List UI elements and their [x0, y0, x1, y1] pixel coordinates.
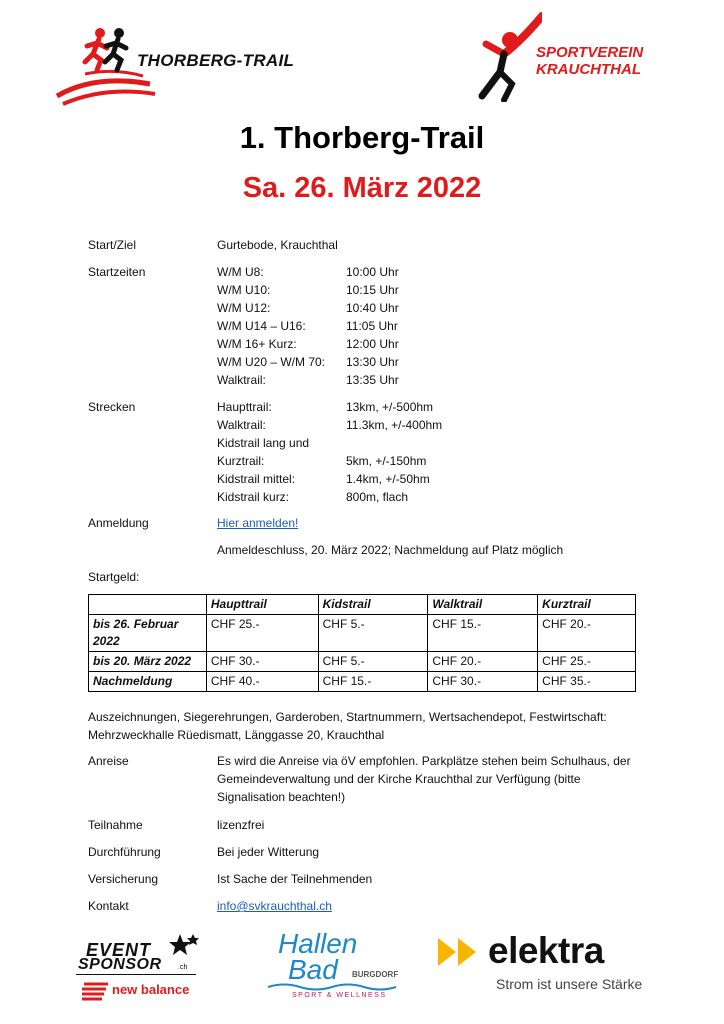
- list-item: Walktrail: 11.3km, +/-400hm: [217, 418, 443, 432]
- list-item: W/M U20 – W/M 70: 13:30 Uhr: [217, 355, 399, 369]
- kontakt-label: Kontakt: [88, 899, 129, 913]
- event-date: Sa. 26. März 2022: [242, 172, 482, 204]
- registration-deadline-note: Anmeldeschluss, 20. März 2022; Nachmeldung auf Platz möglich: [217, 543, 564, 557]
- list-item: Kidstrail lang und: [217, 436, 310, 450]
- table-header: Kurztrail: [538, 595, 636, 615]
- table-cell: CHF 15.-: [318, 672, 428, 692]
- bad-text: Bad: [288, 954, 338, 985]
- sportverein-krauchthal-logo: [472, 10, 662, 102]
- table-row-label: bis 20. März 2022: [89, 652, 207, 672]
- table-row: [89, 652, 636, 672]
- versicherung-value: Ist Sache der Teilnehmenden: [217, 872, 373, 886]
- elektra-text: elektra: [488, 930, 604, 971]
- contact-email-link[interactable]: info@svkrauchthal.ch: [217, 899, 332, 913]
- table-cell: CHF 5.-: [318, 615, 428, 652]
- table-row-label: Nachmeldung: [89, 672, 207, 692]
- new-balance-icon: [82, 980, 112, 1002]
- table-header: Walktrail: [428, 595, 538, 615]
- strecken-list: [217, 398, 477, 506]
- table-cell: CHF 20.-: [538, 615, 636, 652]
- table-cell: CHF 25.-: [206, 615, 318, 652]
- elektra-logo: [438, 932, 658, 1002]
- table-cell: CHF 25.-: [538, 652, 636, 672]
- table-cell: CHF 40.-: [206, 672, 318, 692]
- table-cell: CHF 30.-: [206, 652, 318, 672]
- startgeld-table: [88, 594, 636, 692]
- table-cell: CHF 20.-: [428, 652, 538, 672]
- krauchthal-text: KRAUCHTHAL: [536, 61, 641, 78]
- event-text: EVENT: [86, 940, 152, 960]
- table-row: [89, 615, 636, 652]
- list-item: Kurztrail: 5km, +/-150hm: [217, 454, 427, 468]
- table-cell: CHF 35.-: [538, 672, 636, 692]
- list-item: Walktrail: 13:35 Uhr: [217, 373, 399, 387]
- list-item: W/M U14 – U16: 11:05 Uhr: [217, 319, 398, 333]
- table-header-row: [89, 595, 636, 615]
- table-header: Haupttrail: [206, 595, 318, 615]
- burgdorf-text: BURGDORF: [352, 970, 399, 979]
- list-item: W/M 16+ Kurz: 12:00 Uhr: [217, 337, 399, 351]
- list-item: Kidstrail mittel: 1.4km, +/-50hm: [217, 472, 430, 486]
- sponsor-text: SPONSOR: [78, 956, 162, 973]
- table-cell: CHF 5.-: [318, 652, 428, 672]
- durchfuehrung-value: Bei jeder Witterung: [217, 845, 320, 859]
- table-row-label: bis 26. Februar 2022: [89, 615, 207, 652]
- new-balance-text: new balance: [112, 982, 190, 997]
- page-title: 1. Thorberg-Trail: [239, 120, 485, 155]
- stars-icon: [160, 932, 200, 956]
- hallen-text: Hallen: [278, 928, 358, 959]
- list-item: W/M U8: 10:00 Uhr: [217, 265, 399, 279]
- registration-link[interactable]: Hier anmelden!: [217, 516, 299, 530]
- table-row: [89, 672, 636, 692]
- startzeiten-list: [217, 263, 457, 389]
- strecken-label: Strecken: [88, 400, 136, 414]
- thorberg-trail-logo-text: THORBERG-TRAIL: [137, 51, 295, 70]
- durchfuehrung-label: Durchführung: [88, 845, 161, 859]
- anmeldung-label: Anmeldung: [88, 516, 149, 530]
- table-header: Kidstrail: [318, 595, 428, 615]
- thorberg-trail-logo: [55, 24, 295, 108]
- anreise-text: Es wird die Anreise via öV empfohlen. Parkplätze stehen beim Schulhaus, der Gemeindeverwaltung und der Kirche Krauchthal zur Verfügung (bitte Signalisation beachten!): [217, 754, 631, 804]
- teilnahme-value: lizenzfrei: [217, 818, 265, 832]
- anreise-label: Anreise: [88, 754, 129, 768]
- list-item: W/M U10: 10:15 Uhr: [217, 283, 399, 297]
- event-sponsor-logo: [72, 932, 202, 1002]
- versicherung-label: Versicherung: [88, 872, 159, 886]
- hallenbad-burgdorf-logo: [266, 928, 406, 1002]
- teilnahme-label: Teilnahme: [88, 818, 143, 832]
- sponsor-ch-text: .ch: [178, 964, 188, 971]
- list-item: Kidstrail kurz: 800m, flach: [217, 490, 409, 504]
- athlete-figure-icon: [472, 10, 542, 102]
- table-header: [89, 595, 207, 615]
- elektra-slogan: Strom ist unsere Stärke: [496, 976, 643, 992]
- double-chevron-icon: [438, 938, 484, 966]
- wave-icon: [268, 982, 398, 992]
- divider: [76, 974, 196, 975]
- table-cell: CHF 15.-: [428, 615, 538, 652]
- list-item: W/M U12: 10:40 Uhr: [217, 301, 399, 315]
- startgeld-label: Startgeld:: [88, 570, 140, 584]
- table-cell: CHF 30.-: [428, 672, 538, 692]
- startzeiten-label: Startzeiten: [88, 265, 146, 279]
- sportverein-text: SPORTVEREIN: [536, 44, 644, 61]
- sport-wellness-text: SPORT & WELLNESS: [292, 992, 387, 999]
- list-item: Haupttrail: 13km, +/-500hm: [217, 400, 434, 414]
- info-paragraph: Auszeichnungen, Siegerehrungen, Garderoben, Startnummern, Wertsachendepot, Festwirtschaft: Mehrzweckhalle Rüedismatt, Länggasse 20, Krauchthal: [88, 710, 607, 742]
- start-ziel-value: Gurtebode, Krauchthal: [217, 238, 338, 252]
- start-ziel-label: Start/Ziel: [88, 238, 137, 252]
